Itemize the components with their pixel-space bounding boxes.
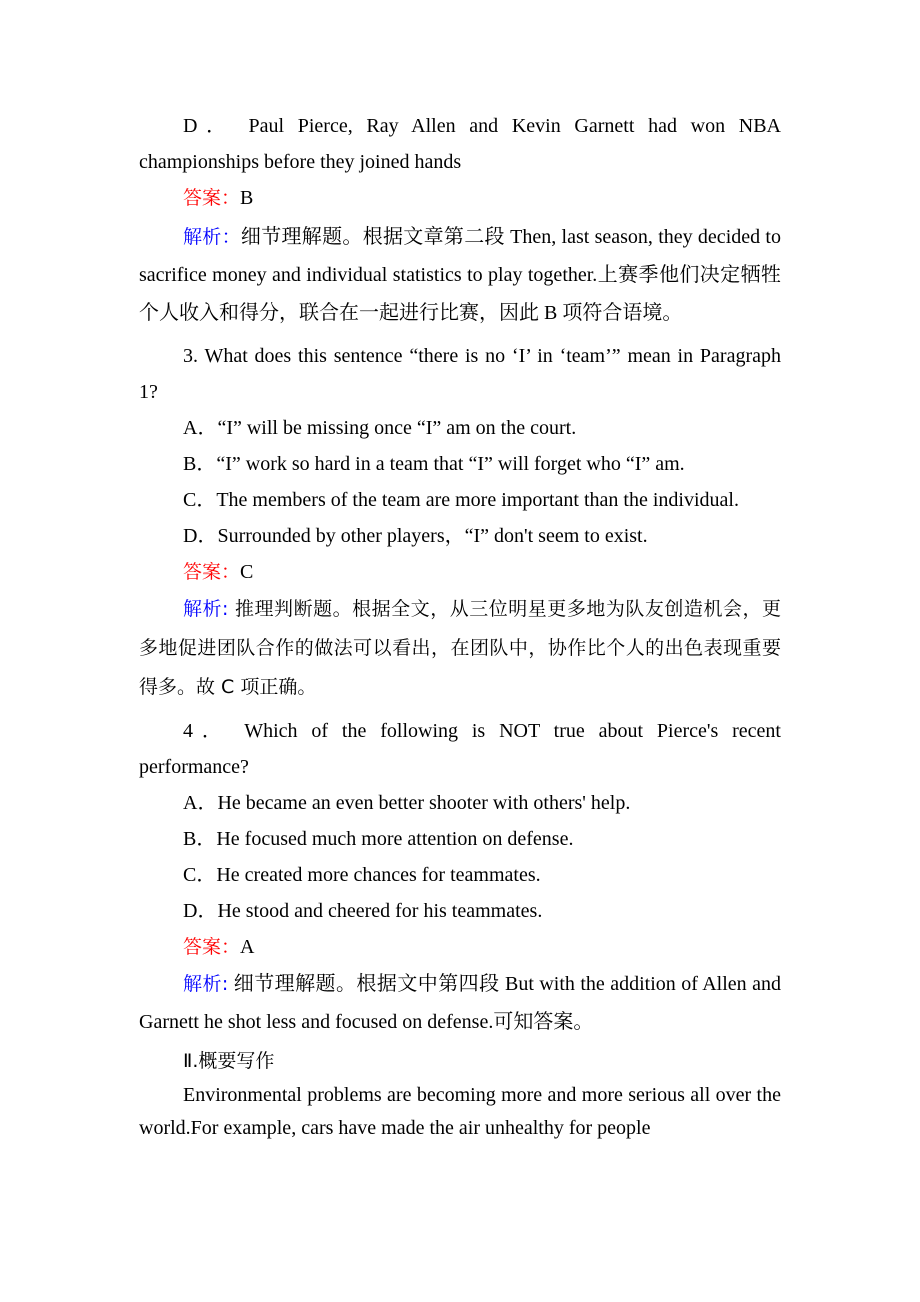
q3-option-a: A．“I” will be missing once “I” am on the court. — [183, 417, 577, 439]
q2-answer — [139, 180, 781, 216]
q4-stem: 4． Which of the following is NOT true about Pierce's recent performance? — [139, 720, 781, 778]
q3-answer — [139, 554, 781, 590]
answer-value: C — [240, 561, 254, 583]
answer-value: A — [240, 936, 255, 958]
answer-label: 答案： — [183, 936, 241, 958]
q2-option-d-line2: championships before they joined hands — [139, 151, 462, 173]
document-page — [139, 108, 781, 1145]
q4-answer — [139, 929, 781, 965]
section-paragraph: Environmental problems are becoming more and more serious all over the world.For example, cars have made the air unhealthy for people — [139, 1084, 781, 1139]
q4-explanation — [139, 965, 781, 1041]
q3-option-d: D．Surrounded by other players，“I” don't seem to exist. — [183, 525, 648, 547]
explanation-text: 细节理解题。根据文章第二段 Then, last season, they decided to sacrifice money and individual statistics to play together.上赛季他们决定牺牲个人收入和得分，联合在一起进行比赛，因此 B 项符合语境。 — [139, 226, 781, 324]
answer-label: 答案： — [183, 561, 241, 583]
explanation-label: 解析： — [183, 226, 241, 248]
q3-option-c: C．The members of the team are more important than the individual. — [183, 489, 739, 511]
q2-option-d-line1: D． Paul Pierce, Ray Allen and Kevin Garnett had won NBA — [183, 115, 781, 137]
q3-option-b: B．“I” work so hard in a team that “I” will forget who “I” am. — [183, 453, 685, 475]
q3-stem: 3. What does this sentence “there is no ‘I’ in ‘team’” mean in Paragraph 1? — [139, 345, 781, 403]
q4-option-c: C．He created more chances for teammates. — [183, 864, 541, 886]
explanation-text: 细节理解题。根据文中第四段 But with the addition of Allen and Garnett he shot less and focused on defense.可知答案。 — [139, 973, 781, 1033]
q4-option-a: A．He became an even better shooter with others' help. — [183, 792, 631, 814]
q4-option-d: D．He stood and cheered for his teammates. — [183, 900, 543, 922]
q2-explanation — [139, 218, 781, 332]
answer-value: B — [240, 187, 254, 209]
q3-explanation — [139, 590, 781, 707]
explanation-label: 解析: — [183, 973, 229, 995]
section-heading: Ⅱ.概要写作 — [183, 1050, 275, 1072]
explanation-text: 推理判断题。根据全文，从三位明星更多地为队友创造机会，更多地促进团队合作的做法可以看出，在团队中，协作比个人的出色表现重要得多。故 C 项正确。 — [139, 598, 782, 698]
q4-option-b: B．He focused much more attention on defense. — [183, 828, 574, 850]
explanation-label: 解析: — [183, 598, 229, 620]
answer-label: 答案： — [183, 187, 241, 209]
